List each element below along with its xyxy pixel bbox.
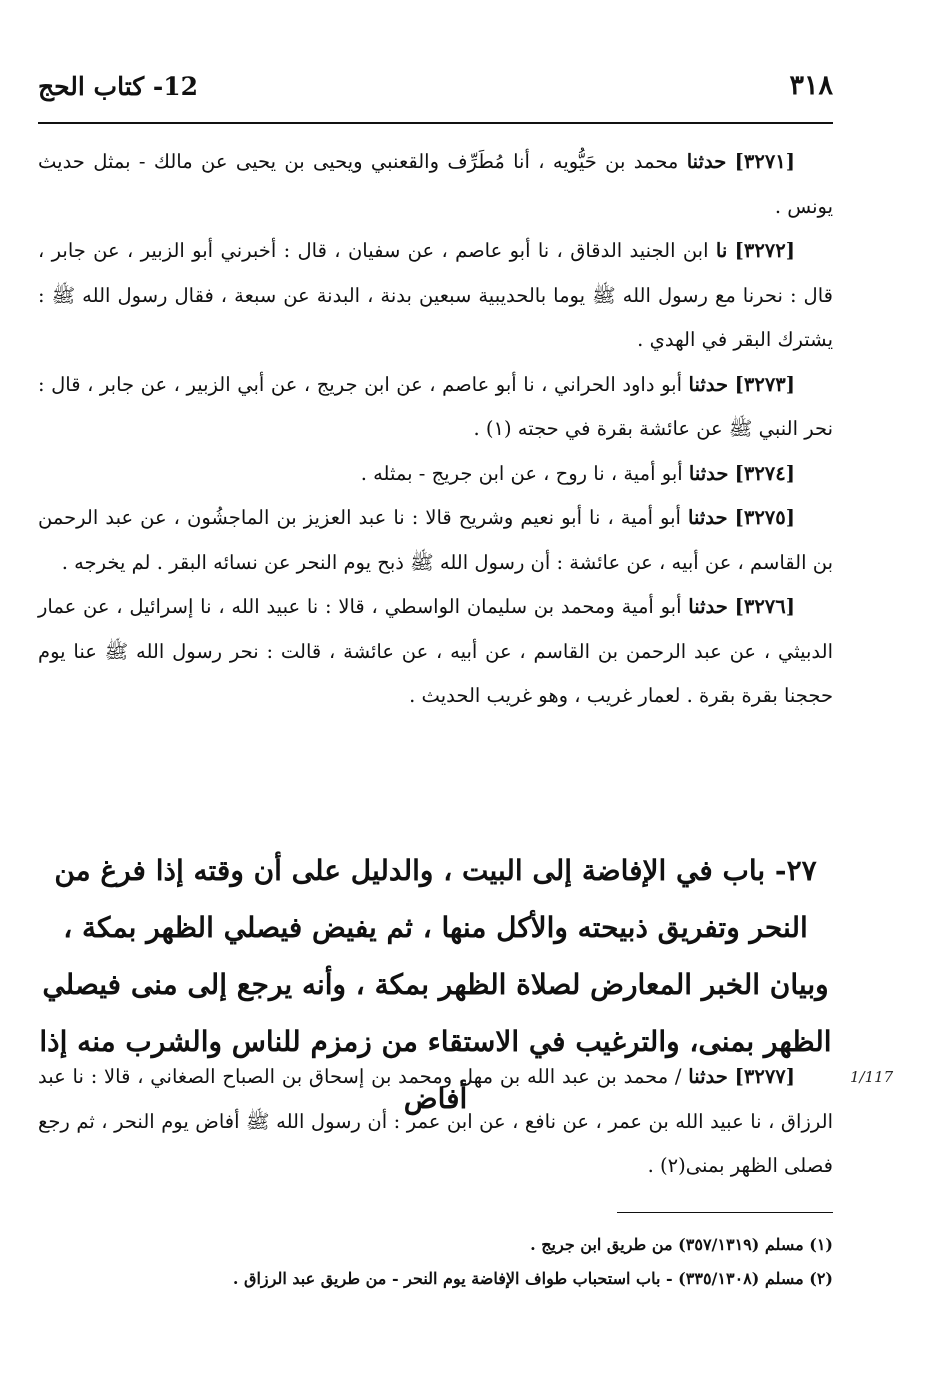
hadith-number: [٣٢٧٢]	[734, 239, 795, 262]
hadith-paragraph	[38, 496, 833, 585]
narration-word: حدثنا	[688, 372, 729, 396]
footnote: (٢) مسلم (٣٣٥/١٣٠٨) - باب استحباب طواف الإفاضة يوم النحر - من طريق عبد الرزاق .	[232, 1269, 833, 1288]
hadith-text: أبو أمية ومحمد بن سليمان الواسطي ، قالا : نا عبيد الله ، نا إسرائيل ، عن عمار الدبيثي ، عن عبد الرحمن بن القاسم ، عن أبيه ، عن عائشة ، قالت : نحر رسول الله ﷺ عنا يوم حججنا بقرة بقرة . لعمار غريب ، وهو غريب الحديث .	[38, 595, 833, 707]
hadith-list	[38, 140, 833, 719]
hadith-paragraph	[38, 585, 833, 719]
hadith-text: أبو أمية ، نا روح ، عن ابن جريج - بمثله .	[360, 461, 683, 485]
hadith-list-2	[38, 1055, 833, 1189]
hadith-number: [٣٢٧٣]	[734, 372, 796, 396]
narration-word: حدثنا	[688, 506, 728, 529]
hadith-paragraph	[38, 140, 833, 229]
hadith-text: ابن الجنيد الدقاق ، نا أبو عاصم ، عن سفيان ، قال : أخبرني أبو الزبير ، عن جابر ، قال : نحرنا مع رسول الله ﷺ يوما بالحديبية سبعين بدنة ، البدنة عن سبعة ، فقال رسول الله ﷺ : يشترك البقر في الهدي .	[38, 239, 833, 351]
hadith-text: / محمد بن عبد الله بن مهل ومحمد بن إسحاق بن الصباح الصغاني ، قالا : نا عبد الرزاق ، نا عبيد الله بن عمر ، عن نافع ، عن ابن عمر : أن رسول الله ﷺ أفاض يوم النحر ، ثم رجع فصلى الظهر بمنى(٢) .	[38, 1065, 833, 1177]
hadith-text: أبو داود الحراني ، نا أبو عاصم ، عن ابن جريج ، عن أبي الزبير ، عن جابر ، قال : نحر النبي ﷺ عن عائشة بقرة في حجته (١) .	[38, 372, 833, 440]
chapter-title: 12- كتاب الحج	[38, 72, 199, 101]
hadith-paragraph	[38, 1055, 833, 1189]
narration-word: حدثنا	[688, 461, 729, 485]
hadith-number: [٣٢٧٦]	[734, 595, 795, 618]
hadith-number: [٣٢٧٥]	[734, 506, 795, 529]
narration-word: نا	[715, 239, 728, 262]
hadith-number: [٣٢٧٤]	[734, 461, 795, 485]
margin-note: 1/117	[850, 1068, 894, 1086]
page-number: ٣١٨	[789, 70, 833, 101]
narration-word: حدثنا	[688, 595, 728, 618]
hadith-number: [٣٢٧١]	[734, 150, 796, 173]
footnote: (١) مسلم (٣٥٧/١٣١٩) من طريق ابن جريج .	[530, 1235, 833, 1254]
hadith-paragraph	[38, 452, 833, 497]
hadith-paragraph	[38, 363, 833, 452]
hadith-text: أبو أمية ، نا أبو نعيم وشريح قالا : نا عبد العزيز بن الماجشُون ، عن عبد الرحمن بن القاسم ، عن أبيه ، عن عائشة : أن رسول الله ﷺ ذبح يوم النحر عن نسائه البقر . لم يخرجه .	[38, 506, 833, 574]
header-rule	[38, 122, 833, 124]
hadith-text: محمد بن حَيُّويه ، أنا مُطَرِّف والقعنبي ويحيى بن يحيى عن مالك - بمثل حديث يونس .	[38, 150, 833, 218]
hadith-paragraph	[38, 229, 833, 363]
narration-word: حدثنا	[686, 150, 727, 173]
section-heading: ٢٧- باب في الإفاضة إلى البيت ، والدليل على أن وقته إذا فرغ من النحر وتفريق ذبيحته والأكل منها ، ثم يفيض فيصلي الظهر بمكة ، وبيان الخبر المعارض لصلاة الظهر بمكة ، وأنه يرجع إلى منى فيصلي الظهر بمنى، والترغيب في الاستقاء من زمزم للناس والشرب منه إذا أفاض	[39, 854, 832, 1115]
narration-word: حدثنا	[688, 1065, 728, 1088]
footnotes	[38, 1228, 833, 1296]
footnote-rule	[617, 1212, 833, 1213]
hadith-number: [٣٢٧٧]	[734, 1065, 796, 1088]
page-header	[38, 70, 833, 120]
